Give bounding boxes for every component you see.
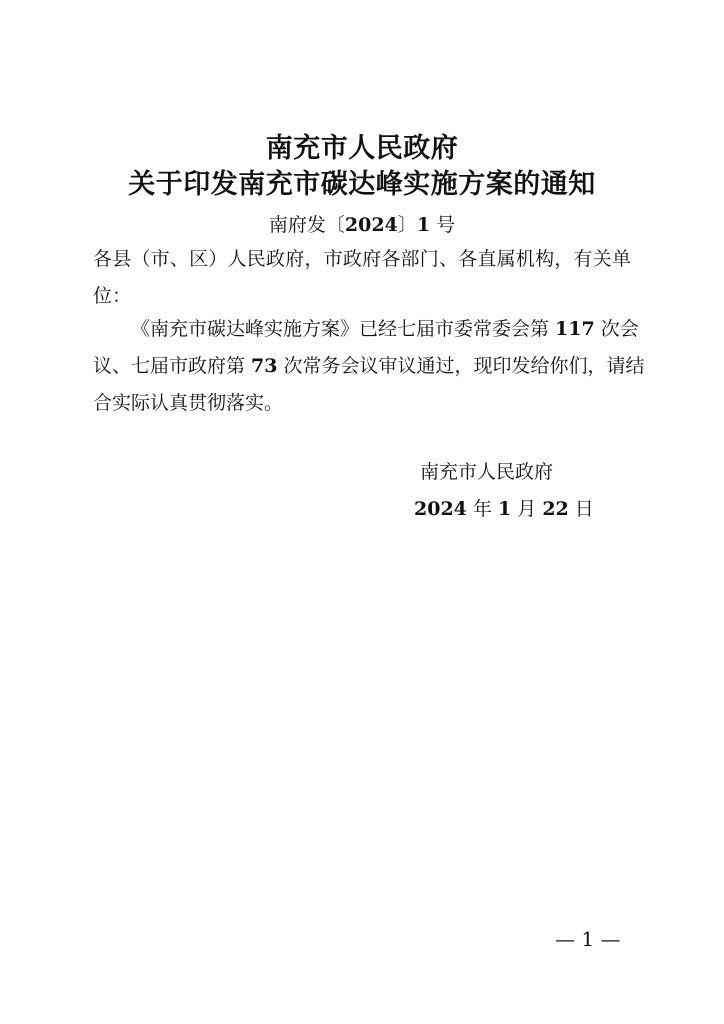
recipients-line1: 各县（市、区）人民政府，市政府各部门、各直属机构，有关单 — [93, 248, 631, 270]
date-day: 22 — [542, 498, 569, 520]
doc-number-seq: 1 — [416, 214, 431, 236]
signature-organization: 南充市人民政府 — [420, 461, 554, 483]
document-title-line1: 南充市人民政府 — [265, 133, 459, 164]
date-year: 2024 — [414, 498, 467, 520]
date-month: 1 — [497, 498, 512, 520]
body-text: 次常务会议审议通过，现印发给你们，请结 — [277, 355, 645, 377]
document-title-line2: 关于印发南充市碳达峰实施方案的通知 — [128, 169, 596, 200]
body-paragraph-line3: 合实际认真贯彻落实。 — [93, 392, 284, 414]
page-number-dash: — — [594, 927, 621, 951]
body-paragraph-line2 — [93, 351, 645, 381]
signature-date — [414, 494, 594, 524]
body-text: 次会 — [594, 318, 639, 340]
document-number — [0, 210, 724, 240]
body-paragraph-line1 — [131, 314, 639, 344]
body-text: 议、七届市政府第 — [93, 355, 252, 377]
doc-number-prefix: 南府发〔 — [268, 214, 345, 236]
page-number-dash: — — [555, 927, 582, 951]
date-unit: 日 — [568, 498, 594, 520]
doc-number-bracket: 〕 — [397, 214, 417, 236]
date-unit: 月 — [511, 498, 543, 520]
page-number-value: 1 — [581, 927, 595, 951]
body-number: 73 — [251, 355, 278, 377]
recipients-line2: 位： — [93, 285, 132, 307]
date-unit: 年 — [466, 498, 498, 520]
doc-number-suffix: 号 — [430, 214, 456, 236]
body-text: 《南充市碳达峰实施方案》已经七届市委常委会第 — [131, 318, 556, 340]
doc-number-year: 2024 — [344, 214, 398, 236]
page-number — [555, 924, 620, 954]
body-number: 117 — [555, 318, 595, 340]
